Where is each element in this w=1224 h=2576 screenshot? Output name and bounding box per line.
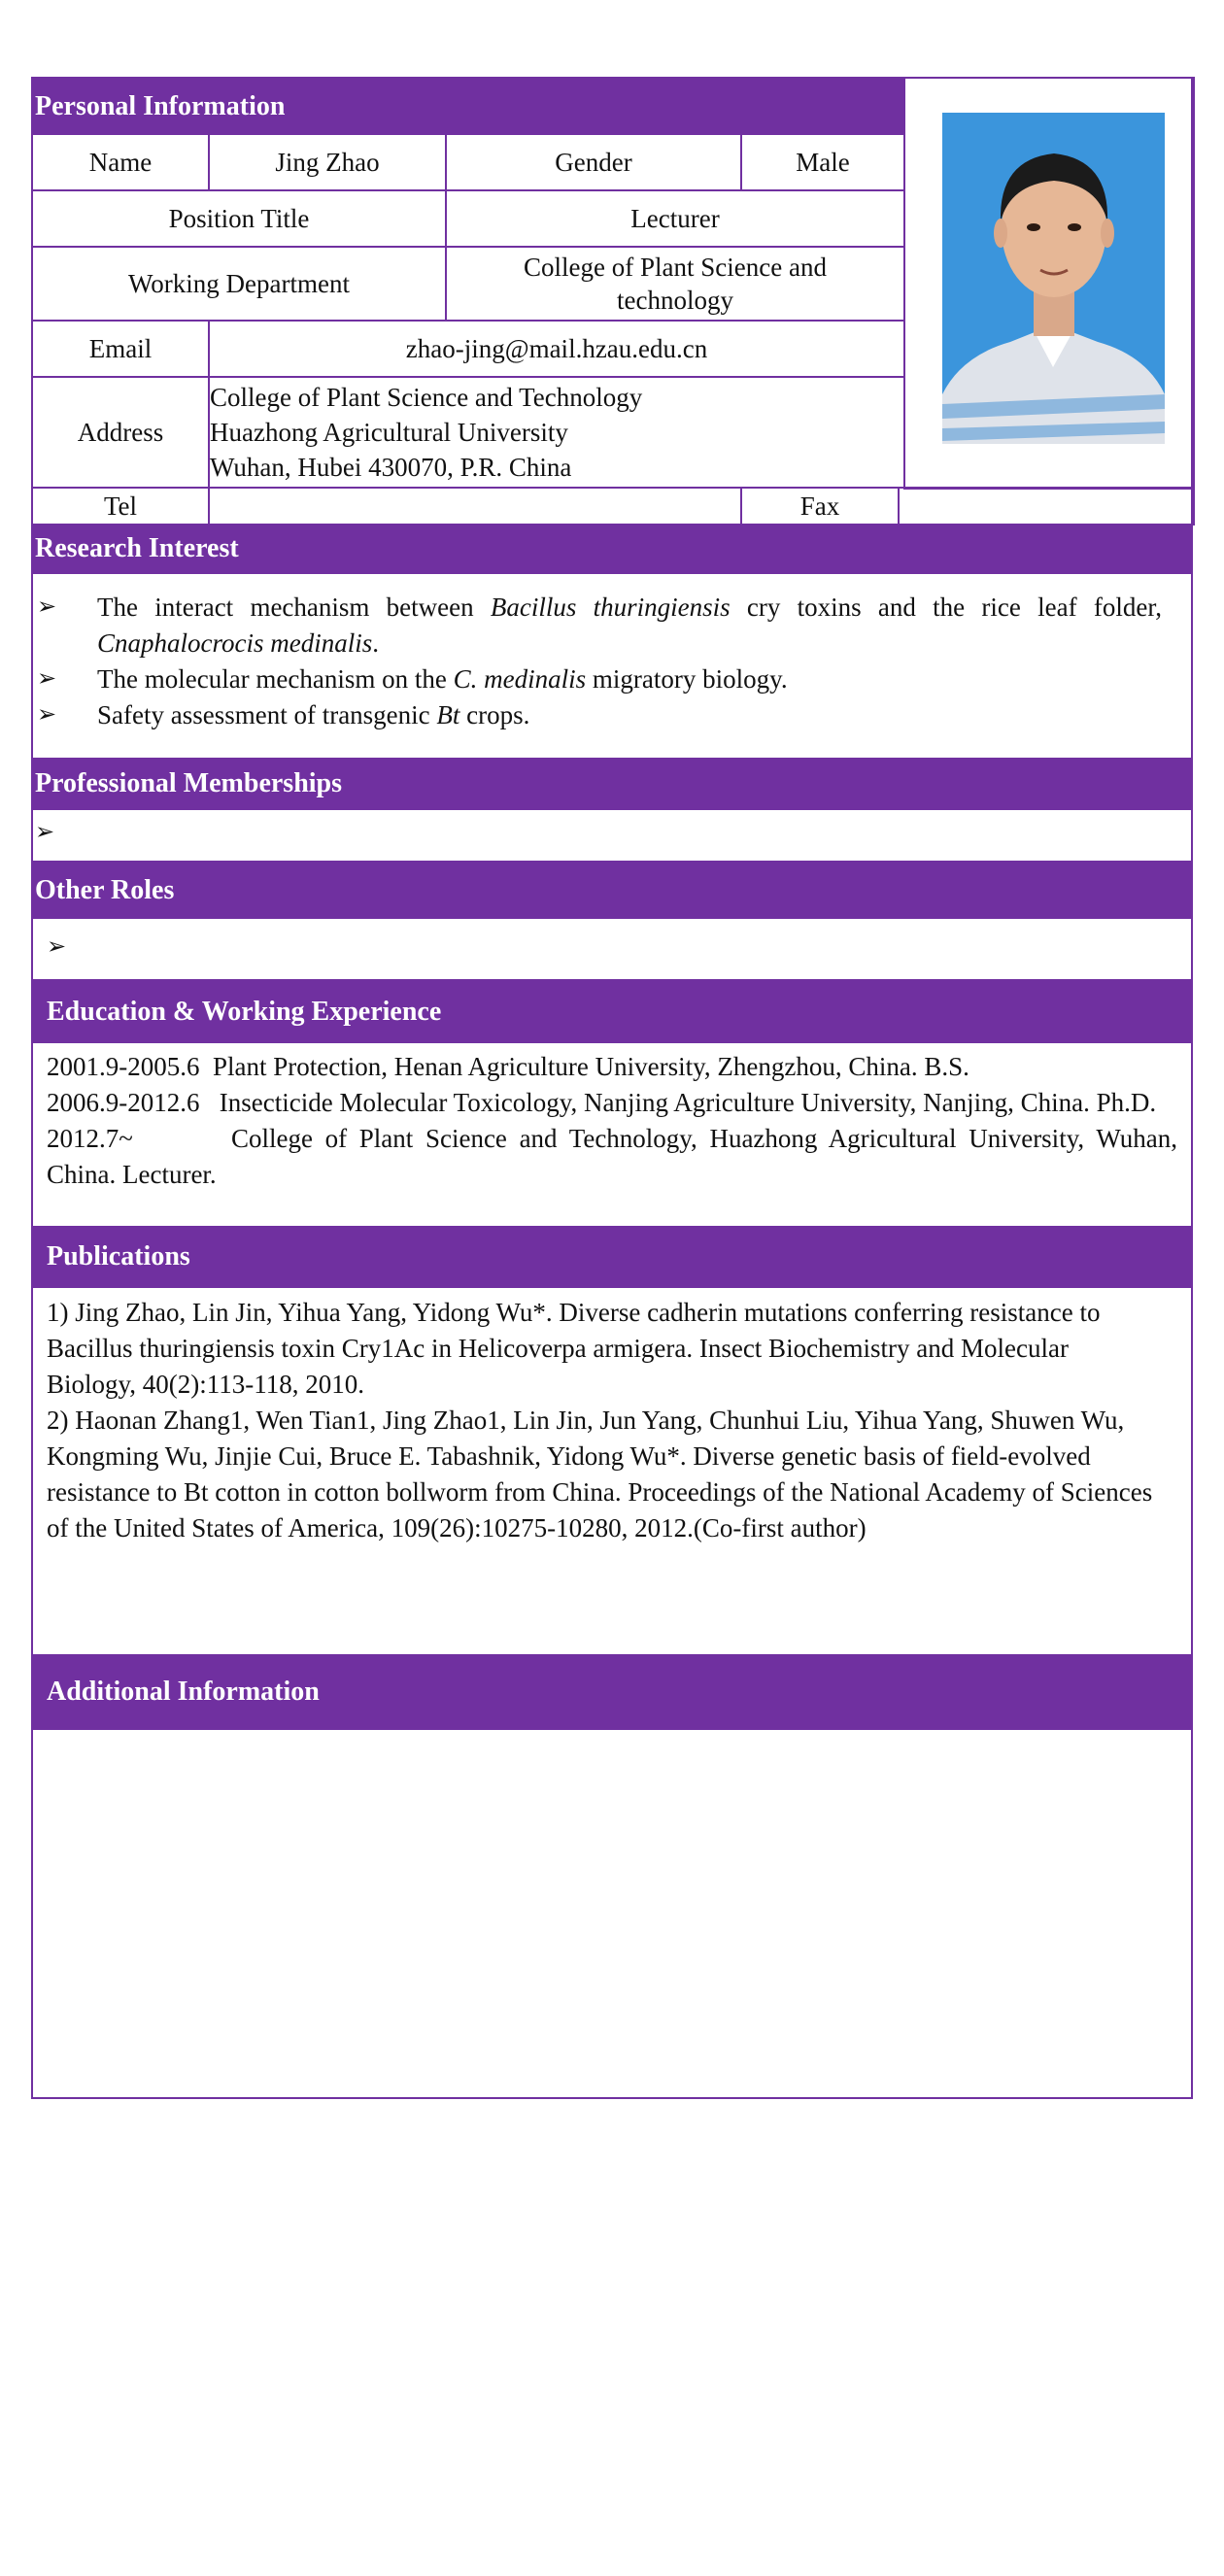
email-label — [31, 320, 210, 378]
education-entry — [47, 1121, 1177, 1193]
research-interest-header — [33, 524, 1191, 574]
research-item-text: migratory biology. — [586, 664, 788, 694]
research-item — [35, 590, 1162, 661]
research-item-text: The interact mechanism between — [97, 593, 491, 622]
other-roles-body — [31, 917, 1193, 981]
publication-item: 2) Haonan Zhang1, Wen Tian1, Jing Zhao1, Lin Jin, Jun Yang, Chunhui Liu, Yihua Yang, Shuwen Wu, Kongming Wu, Jinjie Cui, Bruce E. Tabashnik, Yidong Wu*. Diverse genetic basis of field-evolved resistance to Bt cotton in cotton bollworm from China. Proceedings of the National Academy of Sciences of the United States of America, 109(26):10275-10280, 2012.(Co-first author) — [47, 1406, 1153, 1542]
department-label — [31, 246, 447, 322]
tel-value — [208, 487, 742, 525]
other-roles-title: Other Roles — [35, 875, 175, 905]
research-item-crop: Bt — [436, 700, 460, 729]
memberships-header — [33, 758, 1191, 810]
department-label-text: Working Department — [127, 269, 350, 298]
memberships-title: Professional Memberships — [35, 768, 343, 798]
additional-info-body — [33, 1730, 1191, 2097]
education-text: College of Plant Science and Technology, Huazhong Agricultural University, Wuhan, China. Lecturer. — [47, 1124, 1177, 1189]
arrow-bullet-icon: ➢ — [47, 934, 67, 960]
tel-label-text: Tel — [103, 491, 138, 521]
additional-info-title: Additional Information — [47, 1677, 320, 1707]
name-value-text: Jing Zhao — [275, 148, 380, 177]
arrow-bullet-icon: ➢ — [35, 820, 55, 845]
personal-info-header — [33, 79, 903, 135]
publication-item: 1) Jing Zhao, Lin Jin, Yihua Yang, Yidong Wu*. Diverse cadherin mutations conferring resistance to Bacillus thuringiensis toxin Cry1Ac in Helicoverpa armigera. Insect Biochemistry and Molecular Biology, 40(2):113-118, 2010. — [47, 1298, 1101, 1399]
personal-info-title: Personal Information — [35, 91, 286, 121]
fax-value — [898, 487, 1195, 525]
name-value — [208, 133, 447, 191]
research-item-text: cry toxins and the rice leaf folder, — [730, 593, 1163, 622]
portrait-photo — [942, 113, 1165, 444]
arrow-bullet-icon: ➢ — [37, 666, 57, 692]
education-text: Plant Protection, Henan Agriculture University, Zhengzhou, China. B.S. — [213, 1052, 969, 1081]
portrait-icon — [942, 113, 1165, 444]
other-roles-header — [33, 863, 1191, 919]
gender-label-text: Gender — [555, 148, 632, 177]
fax-label — [740, 487, 900, 525]
address-line-3: Wuhan, Hubei 430070, P.R. China — [210, 453, 572, 482]
education-header — [33, 981, 1191, 1043]
address-label-text: Address — [77, 418, 164, 447]
department-value-text: College of Plant Science and technology — [524, 253, 827, 315]
research-item-species: Bacillus thuringiensis — [490, 593, 731, 622]
name-label — [31, 133, 210, 191]
gender-label — [445, 133, 742, 191]
address-line-1: College of Plant Science and Technology — [210, 383, 643, 412]
education-text: Insecticide Molecular Toxicology, Nanjing Agriculture University, Nanjing, China. Ph.D. — [219, 1088, 1157, 1117]
research-item — [35, 661, 1162, 697]
photo-frame — [903, 77, 1195, 490]
education-title: Education & Working Experience — [47, 997, 442, 1027]
name-label-text: Name — [88, 148, 153, 177]
additional-info-header — [33, 1654, 1191, 1730]
email-value[interactable] — [208, 320, 905, 378]
position-value-text: Lecturer — [630, 204, 720, 233]
education-period: 2012.7~ — [47, 1124, 133, 1153]
email-link[interactable]: zhao-jing@mail.hzau.edu.cn — [405, 334, 708, 363]
address-label — [31, 376, 210, 489]
education-entry — [47, 1085, 1177, 1121]
cv-sheet — [31, 77, 1193, 2099]
arrow-bullet-icon: ➢ — [37, 594, 57, 620]
education-list — [47, 1049, 1177, 1193]
memberships-body — [31, 808, 1193, 863]
position-label — [31, 189, 447, 248]
address-line-2: Huazhong Agricultural University — [210, 418, 568, 447]
fax-label-text: Fax — [799, 491, 840, 521]
research-interest-list — [35, 590, 1162, 733]
education-period: 2006.9-2012.6 — [47, 1088, 200, 1117]
research-interest-title: Research Interest — [35, 533, 239, 563]
position-value — [445, 189, 905, 248]
research-item-species: C. medinalis — [453, 664, 587, 694]
research-item-text: crops. — [459, 700, 530, 729]
gender-value — [740, 133, 905, 191]
research-item-text: The molecular mechanism on the — [97, 664, 454, 694]
gender-value-text: Male — [796, 148, 850, 177]
publications-title: Publications — [47, 1241, 190, 1271]
department-value — [445, 246, 905, 322]
email-label-text: Email — [88, 334, 153, 363]
tel-label — [31, 487, 210, 525]
research-item — [35, 697, 1162, 733]
research-item-text: Safety assessment of transgenic — [97, 700, 437, 729]
research-item-species: Cnaphalocrocis medinalis — [97, 628, 373, 658]
publications-header — [33, 1226, 1191, 1288]
position-label-text: Position Title — [168, 204, 310, 233]
research-item-text: . — [372, 628, 379, 658]
education-entry — [47, 1049, 1177, 1085]
publications-list — [47, 1295, 1164, 1546]
education-period: 2001.9-2005.6 — [47, 1052, 200, 1081]
address-value — [208, 376, 905, 489]
arrow-bullet-icon: ➢ — [37, 702, 57, 728]
